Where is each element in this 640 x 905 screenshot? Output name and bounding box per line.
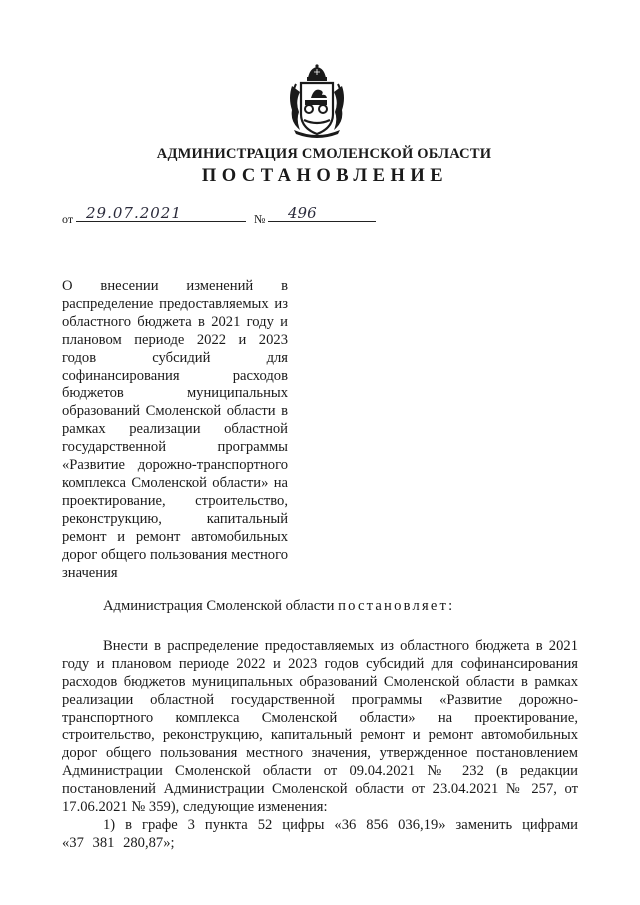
preamble-paragraph [62, 598, 578, 616]
number-label: № [254, 212, 266, 226]
preamble-text: Администрация Смоленской области [103, 598, 339, 614]
main-paragraph: Внести в распределение предоставляемых из областного бюджета в 2021 году и плановом периоде 2022 и 2023 годов субсидий для софинансирования расходов бюджетов муниципальных образований Смоленской области в рамках реализации областной государственной программы «Развитие дорожно-транспортного комплекса Смоленской области» на проектирование, строительство, реконструкцию, капитальный ремонт и ремонт автомобильных дорог общего пользования местного значения, утвержденное постановлением Администрации Смоленской области от 09.04.2021 № 232 (в редакции постановлений Администрации Смоленской области от 23.04.2021 № 257, от 17.06.2021 № 359), следующие изменения: [62, 637, 578, 816]
organization-name: АДМИНИСТРАЦИЯ СМОЛЕНСКОЙ ОБЛАСТИ [156, 146, 492, 162]
document-body [62, 598, 578, 853]
document-title-text: О внесении изменений в распределение предоставляемых из областного бюджета в 2021 году и плановом периоде 2022 и 2023 годов субсидий для софинансирования расходов бюджетов муниципальных образований Смоленской области в рамках реализации областной государственной программы «Развитие дорожно-транспортного комплекса Смоленской области» на проектирование, строительство, реконструкцию, капитальный ремонт и ремонт автомобильных дорог общего пользования местного значения [62, 278, 288, 581]
registration-line [62, 204, 322, 226]
document-type: ПОСТАНОВЛЕНИЕ [201, 166, 449, 186]
change-item-1: 1) в графе 3 пункта 52 цифры «36 856 036,19» заменить цифрами «37 381 280,87»; [62, 816, 578, 851]
document-title [62, 278, 288, 582]
date-label: от [62, 212, 74, 226]
preamble-decision-word: постановляет: [338, 598, 455, 614]
document-number: 496 [268, 204, 376, 222]
document-date: 29.07.2021 [76, 204, 246, 222]
coat-of-arms-icon [286, 64, 348, 138]
